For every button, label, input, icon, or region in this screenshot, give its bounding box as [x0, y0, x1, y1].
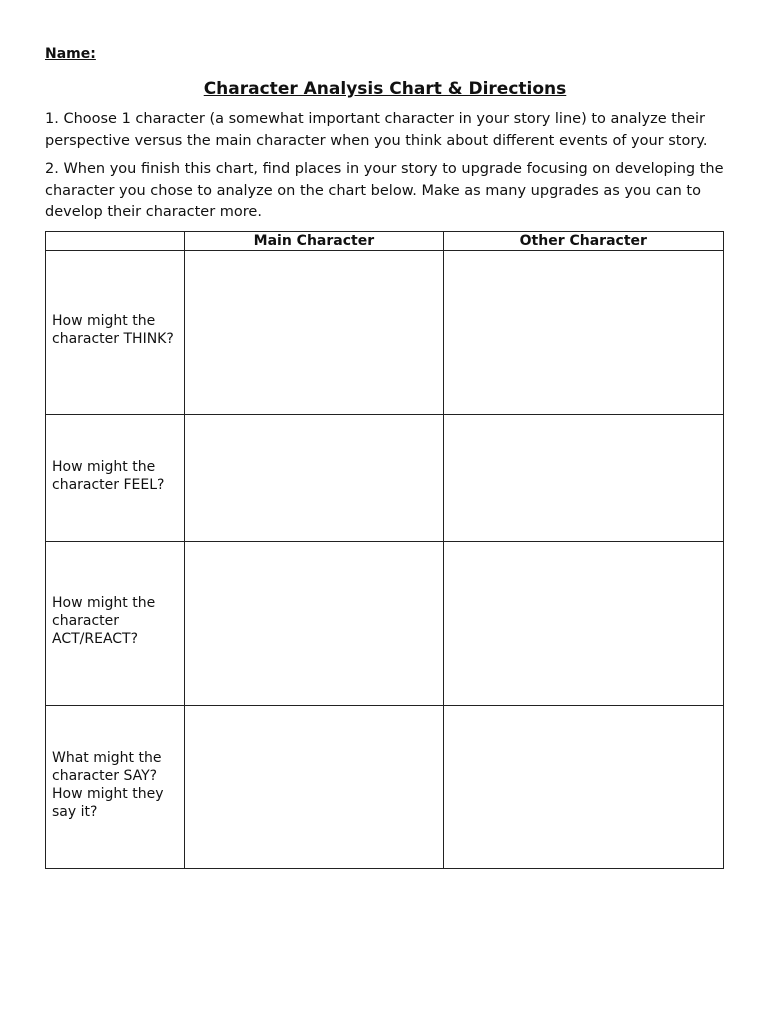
- question-text: How might the character THINK?: [52, 313, 174, 347]
- character-analysis-table: [45, 231, 724, 869]
- table-header-row: [46, 231, 724, 250]
- other-character-cell[interactable]: [443, 250, 723, 414]
- table-row: [46, 705, 724, 868]
- other-character-cell[interactable]: [443, 541, 723, 705]
- direction-2: 2. When you finish this chart, find places in your story to upgrade focusing on developing the character you chose to analyze on the chart below. Make as many upgrades as you can to develop their character more.: [45, 161, 724, 220]
- direction-1: 1. Choose 1 character (a somewhat important character in your story line) to analyze their perspective versus the main character when you think about different events of your story.: [45, 111, 708, 149]
- header-main-character: Main Character: [185, 231, 443, 250]
- name-label: Name:: [45, 46, 96, 62]
- main-character-cell[interactable]: [185, 705, 443, 868]
- page-title: Character Analysis Chart & Directions: [203, 79, 567, 99]
- table-row: [46, 541, 724, 705]
- main-character-cell[interactable]: [185, 541, 443, 705]
- question-act-react: [46, 541, 185, 705]
- question-say: [46, 705, 185, 868]
- question-feel: [46, 414, 185, 541]
- main-character-cell[interactable]: [185, 250, 443, 414]
- main-character-cell[interactable]: [185, 414, 443, 541]
- question-think: [46, 250, 185, 414]
- question-text: What might the character SAY? How might they say it?: [52, 749, 164, 820]
- header-other-character: Other Character: [443, 231, 723, 250]
- question-text: How might the character FEEL?: [52, 458, 165, 493]
- question-text: How might the character ACT/REACT?: [52, 595, 156, 647]
- table-row: [46, 250, 724, 414]
- worksheet-page: [45, 44, 725, 869]
- table-row: [46, 414, 724, 541]
- other-character-cell[interactable]: [443, 705, 723, 868]
- other-character-cell[interactable]: [443, 414, 723, 541]
- header-blank-cell: [46, 231, 185, 250]
